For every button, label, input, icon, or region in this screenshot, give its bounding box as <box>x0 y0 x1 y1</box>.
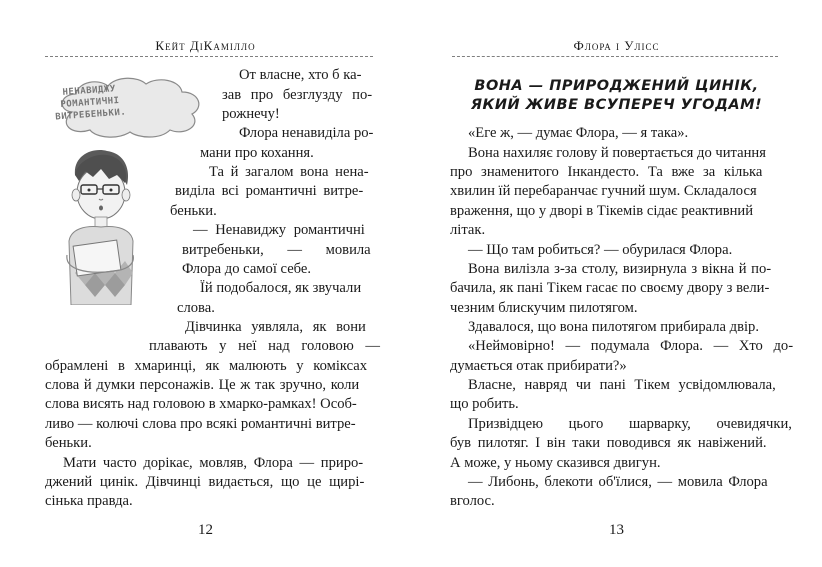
text-line: Вона вилізла з-за столу, визирнула з вікна й по- <box>468 261 772 277</box>
text-line: беньки. <box>170 203 217 219</box>
text-line: плавають у неї над головою — <box>149 338 380 354</box>
text-line: — Либонь, блекоти об'їлися, — мовила Флора <box>468 474 768 490</box>
chapter-heading-line: ЯКИЙ ЖИВЕ ВСУПЕРЕЧ УГОДАМ! <box>470 97 763 113</box>
text-line: чезним блискучим пилотягом. <box>450 300 638 316</box>
header-rule <box>45 56 373 57</box>
text-line: витребеньки, — мовила <box>182 242 371 258</box>
cloud-text-line: ВИТРЕБЕНЬКИ. <box>55 107 127 123</box>
chapter-heading <box>411 77 822 115</box>
cloud-text <box>39 82 141 125</box>
text-line: «Неймовірно! — подумала Флора. — Хто до- <box>468 338 794 354</box>
text-line: літак. <box>450 222 486 238</box>
text-line: був пилотяг. І він таки поводився як навіжений. <box>450 435 767 451</box>
text-line: Мати часто дорікає, мовляв, Флора — приро- <box>63 455 364 471</box>
running-head-author: Кейт ДіКамілло <box>155 38 256 53</box>
text-line: бачила, як пані Тікем гасає по своєму двору з вели- <box>450 280 770 296</box>
text-line: виділа всі романтичні витре- <box>175 183 364 199</box>
text-line: — Що там робиться? — обурилася Флора. <box>468 242 733 258</box>
text-line: обрамлені в хмаринці, як малюють у коміксах <box>45 358 368 374</box>
text-line: враження, що у дворі в Тікемів сідає реактивний <box>450 203 754 219</box>
text-line: що робить. <box>450 396 519 412</box>
text-line: сінька правда. <box>45 493 133 509</box>
running-head-title: Флора і Улісс <box>573 38 660 53</box>
text-line: Флора ненавиділа ро- <box>239 125 374 141</box>
text-line: рожнечу! <box>222 106 280 122</box>
text-line: Призвідцею цього шарварку, очевидячки, <box>468 416 792 432</box>
text-line: — Ненавиджу романтичні <box>193 222 365 238</box>
girl-illustration <box>45 145 155 305</box>
header-rule <box>452 56 778 57</box>
page-number: 13 <box>609 522 624 538</box>
text-line: ливо — колючі слова про всякі романтичні витре- <box>45 416 356 432</box>
text-line: слова й думки персонажів. Це ж так зручно, коли <box>45 377 360 393</box>
text-line: про знаменитого Інкандесто. Та вже за кілька <box>450 164 763 180</box>
text-line: Та й загалом вона нена- <box>209 164 369 180</box>
text-line: мани про кохання. <box>200 145 314 161</box>
text-line: думається отак прибирати?» <box>450 358 627 374</box>
text-line: Їй подобалося, як звучали <box>200 280 362 296</box>
text-line: «Еге ж, — думає Флора, — я така». <box>468 125 689 141</box>
text-line: А може, у ньому сказився двигун. <box>450 455 661 471</box>
text-line: хвилин їй перебаранчає гучний шум. Складалося <box>450 183 757 199</box>
text-line: Вона нахиляє голову й повертається до читання <box>468 145 766 161</box>
text-line: Дівчинка уявляла, як вони <box>185 319 366 335</box>
text-line: От власне, хто б ка- <box>239 67 362 83</box>
chapter-heading-line: ВОНА — ПРИРОДЖЕНИЙ ЦИНІК, <box>474 78 759 94</box>
text-line: зав про безглузду по- <box>222 87 373 103</box>
page-number: 12 <box>198 522 213 538</box>
text-line: Власне, навряд чи пані Тікем усвідомлювала, <box>468 377 776 393</box>
text-line: слова висять над головою в хмарко-рамках! Особ- <box>45 396 357 412</box>
text-line: беньки. <box>45 435 92 451</box>
text-line: вголос. <box>450 493 495 509</box>
text-line: джений цинік. Дівчинці видається, що це щирі- <box>45 474 365 490</box>
cloud-text-line: РОМАНТИЧНІ <box>60 95 120 111</box>
cloud-text-line: НЕНАВИДЖУ <box>62 84 117 98</box>
right-page <box>411 0 822 567</box>
text-line: Здавалося, що вона пилотягом прибирала двір. <box>468 319 759 335</box>
text-line: Флора до самої себе. <box>182 261 312 277</box>
text-line: слова. <box>177 300 215 316</box>
